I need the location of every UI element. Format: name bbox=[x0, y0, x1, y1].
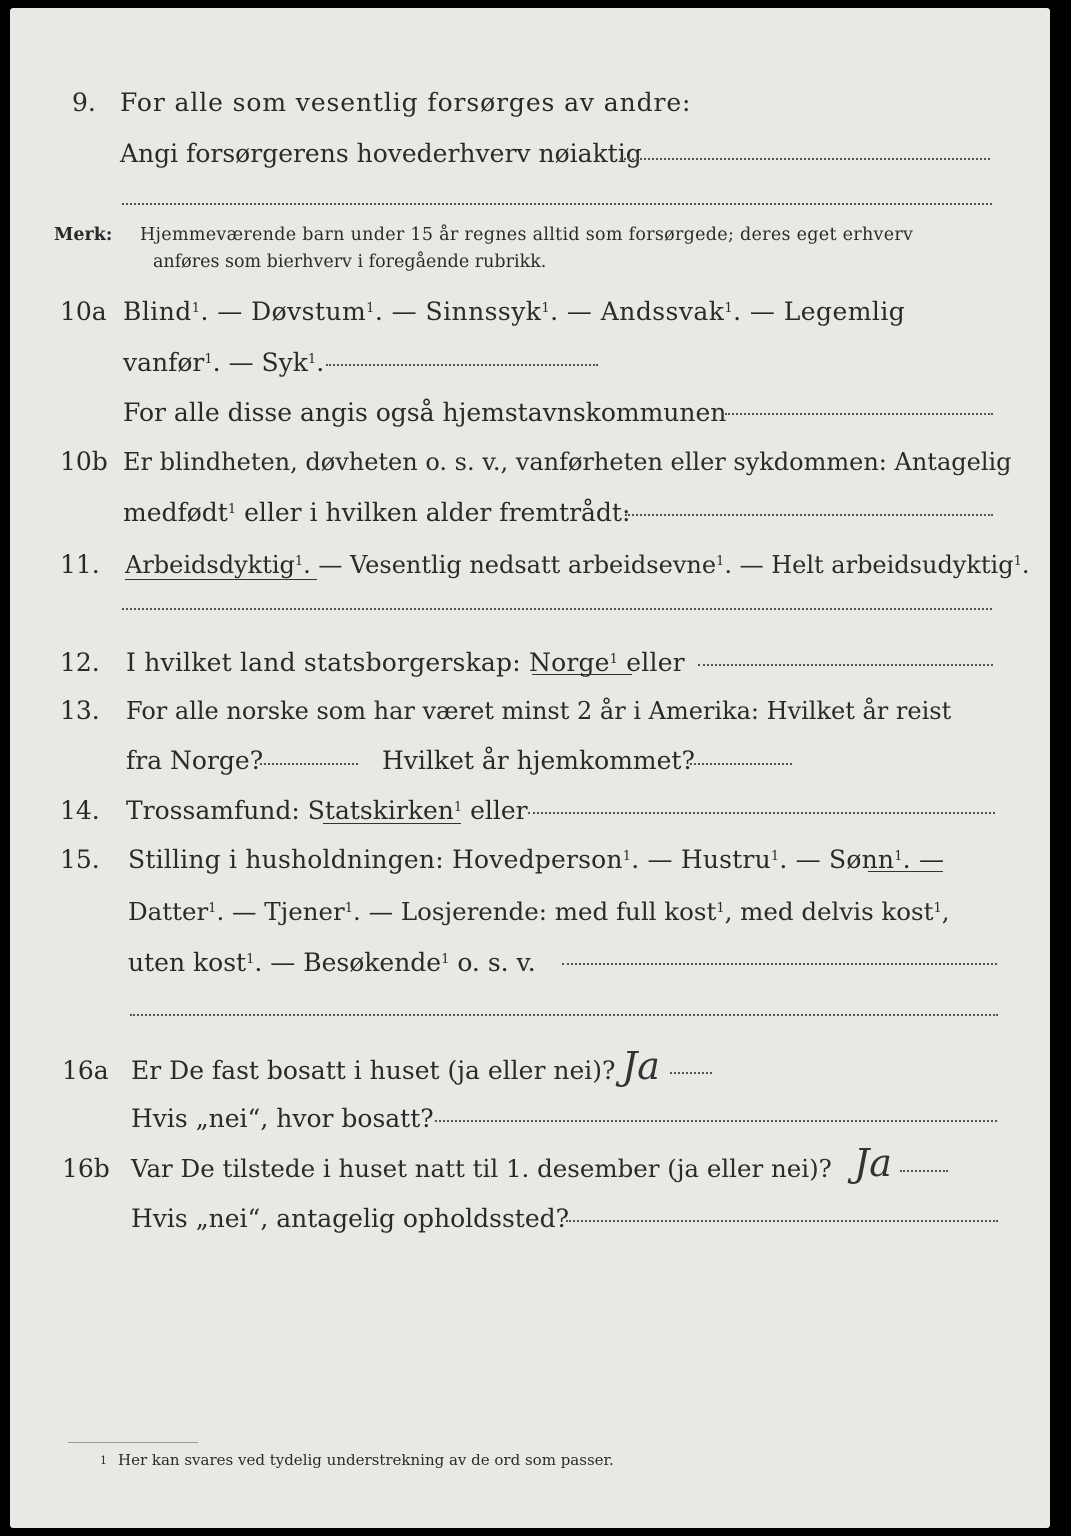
q16b-answer-line bbox=[900, 1170, 948, 1172]
q16a-handwritten-answer: Ja bbox=[622, 1044, 660, 1088]
q11-answer-line bbox=[122, 608, 992, 610]
q10b-number: 10b bbox=[60, 447, 108, 476]
q15-number: 15. bbox=[60, 845, 100, 874]
q14-selected-underline bbox=[323, 823, 461, 824]
q16b-whereabouts-line bbox=[566, 1220, 998, 1222]
q9-answer-line-2 bbox=[122, 203, 992, 205]
q11-line1: Arbeidsdyktig$^1$. — Vesentlig nedsatt arbeidsevne$^1$. — Helt arbeidsudyktig$^1$. bbox=[125, 551, 1030, 579]
q16a-line1: Er De fast bosatt i huset (ja eller nei)? bbox=[131, 1056, 616, 1085]
merk-line1: Hjemmeværende barn under 15 år regnes alltid som forsørgede; deres eget erhverv bbox=[140, 225, 914, 245]
q12-line1: I hvilket land statsborgerskap: Norge$^1$ eller bbox=[126, 648, 685, 677]
q10b-answer-line bbox=[625, 514, 993, 516]
q10a-answer-line bbox=[326, 364, 598, 366]
merk-label: Merk: bbox=[54, 225, 113, 245]
q10a-home-municipality-line bbox=[725, 413, 993, 415]
q16b-number: 16b bbox=[62, 1154, 110, 1183]
q9-line2: Angi forsørgerens hovederhverv nøiaktig bbox=[120, 139, 642, 168]
footnote-rule bbox=[68, 1442, 198, 1443]
q14-answer-line bbox=[528, 812, 995, 814]
q10a-number: 10a bbox=[60, 297, 107, 326]
q12-selected-underline bbox=[532, 674, 632, 675]
q10b-line2: medfødt$^1$ eller i hvilken alder fremtrådt: bbox=[123, 498, 631, 527]
q13-line2b: Hvilket år hjemkommet? bbox=[382, 746, 695, 775]
q15-answer-line-2 bbox=[130, 1014, 998, 1016]
q15-line1: Stilling i husholdningen: Hovedperson$^1$. — Hustru$^1$. — Sønn$^1$. — bbox=[128, 845, 945, 874]
q16b-handwritten-answer: Ja bbox=[854, 1141, 892, 1185]
q16b-line2: Hvis „nei“, antagelig opholdssted? bbox=[131, 1204, 570, 1233]
q10a-line3: For alle disse angis også hjemstavnskommunen bbox=[123, 398, 727, 427]
q15-line3: uten kost$^1$. — Besøkende$^1$ o. s. v. bbox=[128, 948, 536, 977]
q14-number: 14. bbox=[60, 796, 100, 825]
q16a-number: 16a bbox=[62, 1056, 109, 1085]
q16a-residence-line bbox=[435, 1120, 997, 1122]
q9-line1: For alle som vesentlig forsørges av andre: bbox=[120, 88, 692, 117]
q13-return-year-line bbox=[690, 763, 792, 765]
q10a-line1: Blind$^1$. — Døvstum$^1$. — Sinnssyk$^1$. — Andssvak$^1$. — Legemlig bbox=[123, 297, 906, 326]
census-form-page bbox=[10, 8, 1050, 1528]
q13-departure-year-line bbox=[260, 763, 358, 765]
q16b-line1: Var De tilstede i huset natt til 1. desember (ja eller nei)? bbox=[131, 1154, 832, 1183]
q11-selected-underline bbox=[125, 579, 317, 580]
q9-number: 9. bbox=[72, 88, 96, 117]
q16a-answer-line bbox=[670, 1072, 712, 1074]
q15-answer-line bbox=[562, 963, 997, 965]
q14-line1: Trossamfund: Statskirken$^1$ eller bbox=[126, 796, 528, 825]
q12-number: 12. bbox=[60, 648, 100, 677]
q12-answer-line bbox=[698, 664, 993, 666]
q15-line2: Datter$^1$. — Tjener$^1$. — Losjerende: med full kost$^1$, med delvis kost$^1$, bbox=[128, 897, 950, 926]
footnote-text: Her kan svares ved tydelig understrekning av de ord som passer. bbox=[118, 1451, 614, 1469]
q16a-line2: Hvis „nei“, hvor bosatt? bbox=[131, 1104, 434, 1133]
q13-line2a: fra Norge? bbox=[126, 746, 264, 775]
q13-number: 13. bbox=[60, 696, 100, 725]
q13-line1: For alle norske som har været minst 2 år i Amerika: Hvilket år reist bbox=[126, 697, 952, 725]
q10b-line1: Er blindheten, døvheten o. s. v., vanførheten eller sykdommen: Antagelig bbox=[123, 448, 1012, 476]
merk-line2: anføres som bierhverv i foregående rubrikk. bbox=[153, 252, 547, 272]
q11-number: 11. bbox=[60, 550, 100, 579]
footnote-marker: 1 bbox=[100, 1454, 107, 1467]
q15-selected-underline bbox=[868, 871, 943, 872]
q10a-line2: vanfør$^1$. — Syk$^1$. bbox=[123, 348, 325, 377]
q9-answer-line bbox=[620, 158, 990, 160]
